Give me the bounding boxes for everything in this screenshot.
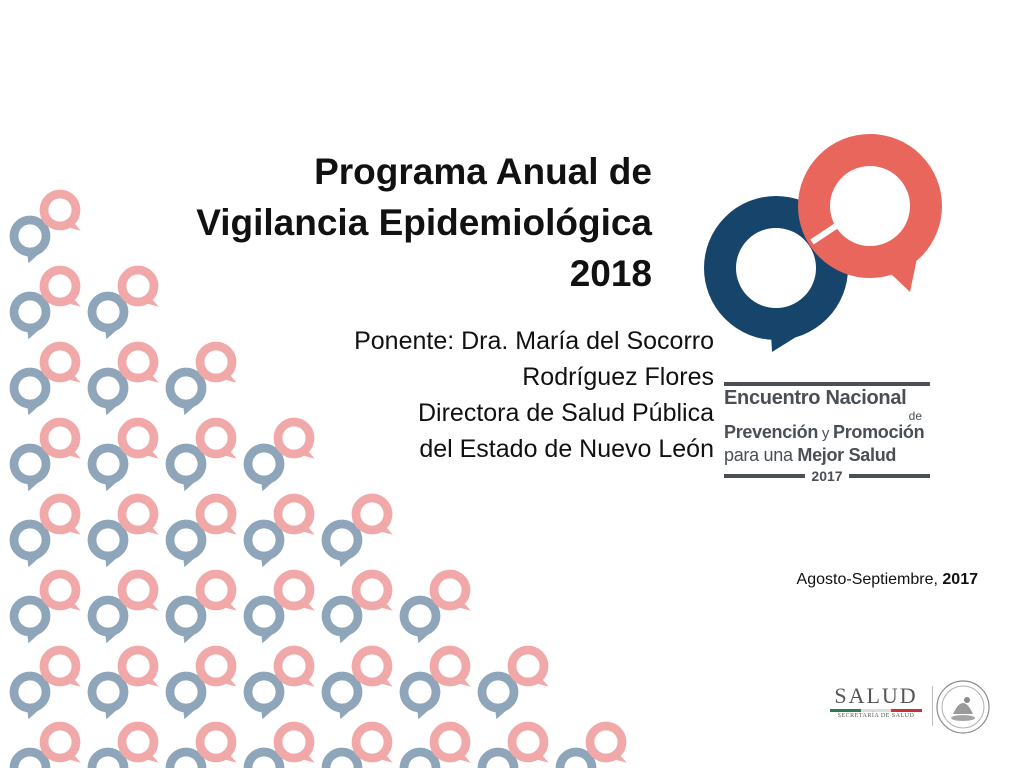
speech-bubble-ring-icon	[434, 650, 471, 687]
speech-bubble-ring-icon	[92, 676, 124, 719]
speech-bubble-ring-icon	[14, 600, 46, 643]
speech-bubble-ring-icon	[248, 752, 280, 768]
event-line-4	[724, 444, 930, 466]
speech-bubble-ring-icon	[92, 524, 124, 567]
coral-ring	[814, 150, 926, 262]
speech-bubble-ring-icon	[278, 650, 315, 687]
speech-bubble-ring-icon	[122, 574, 159, 611]
speaker-info	[154, 323, 714, 467]
speech-bubble-ring-icon	[122, 650, 159, 687]
speech-bubble-ring-icon	[404, 752, 436, 768]
speech-bubble-ring-icon	[560, 752, 592, 768]
speech-bubble-ring-icon	[434, 726, 471, 763]
event-logo-icon	[700, 126, 950, 356]
speaker-line-2: Rodríguez Flores	[522, 363, 714, 391]
slide-title	[52, 146, 652, 299]
event-mejor-salud: Mejor Salud	[797, 445, 897, 465]
speech-bubble-ring-icon	[14, 296, 46, 339]
speech-bubble-ring-icon	[44, 346, 81, 383]
coat-of-arms-seal-icon	[934, 678, 992, 736]
event-year-row	[724, 468, 930, 484]
speech-bubble-ring-icon	[356, 726, 393, 763]
speech-bubble-ring-icon	[200, 574, 237, 611]
speech-bubble-ring-icon	[170, 524, 202, 567]
speech-bubble-ring-icon	[248, 524, 280, 567]
speech-bubble-ring-icon	[122, 498, 159, 535]
speech-bubble-ring-icon	[278, 574, 315, 611]
event-line-3	[724, 422, 930, 444]
date-label	[797, 571, 978, 589]
speech-bubble-ring-icon	[44, 574, 81, 611]
speech-bubble-ring-icon	[512, 726, 549, 763]
footer-divider	[932, 686, 933, 726]
event-promocion: Promoción	[832, 422, 925, 442]
speech-bubble-ring-icon	[326, 524, 358, 567]
speech-bubble-ring-icon	[200, 498, 237, 535]
speech-bubble-ring-icon	[14, 448, 46, 491]
speech-bubble-ring-icon	[92, 448, 124, 491]
event-line-2: de	[908, 409, 922, 423]
speech-bubble-ring-icon	[404, 676, 436, 719]
speech-bubble-ring-icon	[512, 650, 549, 687]
speaker-line-1: Ponente: Dra. María del Socorro	[354, 327, 714, 355]
event-prevencion: Prevención	[724, 422, 819, 442]
speech-bubble-ring-icon	[326, 676, 358, 719]
speech-bubble-ring-icon	[44, 650, 81, 687]
salud-logo	[826, 684, 926, 719]
speech-bubble-ring-icon	[278, 498, 315, 535]
speech-bubble-ring-icon	[170, 600, 202, 643]
speech-bubble-ring-icon	[248, 676, 280, 719]
event-year-bar-right	[849, 474, 930, 478]
speech-bubble-ring-icon	[92, 752, 124, 768]
speech-bubble-ring-icon	[434, 574, 471, 611]
speech-bubble-ring-icon	[14, 752, 46, 768]
speech-bubble-ring-icon	[482, 676, 514, 719]
speech-bubble-ring-icon	[200, 650, 237, 687]
speech-bubble-ring-icon	[122, 726, 159, 763]
speech-bubble-ring-icon	[92, 296, 124, 339]
speech-bubble-ring-icon	[590, 726, 627, 763]
speech-bubble-ring-icon	[14, 524, 46, 567]
title-line-3: 2018	[569, 253, 652, 294]
speech-bubble-ring-icon	[92, 600, 124, 643]
event-year: 2017	[811, 468, 843, 484]
speech-bubble-ring-icon	[326, 600, 358, 643]
speech-bubble-ring-icon	[44, 422, 81, 459]
date-months: Agosto-Septiembre,	[796, 571, 943, 588]
speech-bubble-ring-icon	[326, 752, 358, 768]
event-line-1: Encuentro Nacional	[724, 387, 907, 409]
speech-bubble-ring-icon	[482, 752, 514, 768]
speaker-line-3: Directora de Salud Pública	[418, 399, 714, 427]
salud-tricolor	[830, 709, 922, 712]
title-line-2: Vigilancia Epidemiológica	[196, 202, 652, 243]
speech-bubble-ring-icon	[44, 498, 81, 535]
speech-bubble-ring-icon	[170, 676, 202, 719]
speech-bubble-ring-icon	[356, 574, 393, 611]
event-y: y	[818, 425, 833, 442]
speech-bubble-ring-icon	[356, 650, 393, 687]
speech-bubble-ring-icon	[404, 600, 436, 643]
speech-bubble-ring-icon	[14, 220, 46, 263]
speech-bubble-ring-icon	[44, 726, 81, 763]
speech-bubble-ring-icon	[248, 600, 280, 643]
speech-bubble-ring-icon	[92, 372, 124, 415]
speech-bubble-ring-icon	[278, 726, 315, 763]
event-year-bar-left	[724, 474, 805, 478]
salud-name: SALUD	[834, 683, 918, 708]
title-line-1: Programa Anual de	[314, 151, 652, 192]
speech-bubble-ring-icon	[200, 726, 237, 763]
speech-bubble-ring-icon	[14, 676, 46, 719]
speaker-line-4: del Estado de Nuevo León	[419, 435, 714, 463]
speech-bubble-ring-icon	[356, 498, 393, 535]
event-para-una: para una	[724, 445, 798, 465]
date-year: 2017	[942, 571, 978, 588]
speech-bubble-ring-icon	[14, 372, 46, 415]
salud-subtitle: SECRETARÍA DE SALUD	[837, 713, 915, 719]
event-logo-text	[724, 382, 930, 484]
speech-bubble-ring-icon	[170, 752, 202, 768]
